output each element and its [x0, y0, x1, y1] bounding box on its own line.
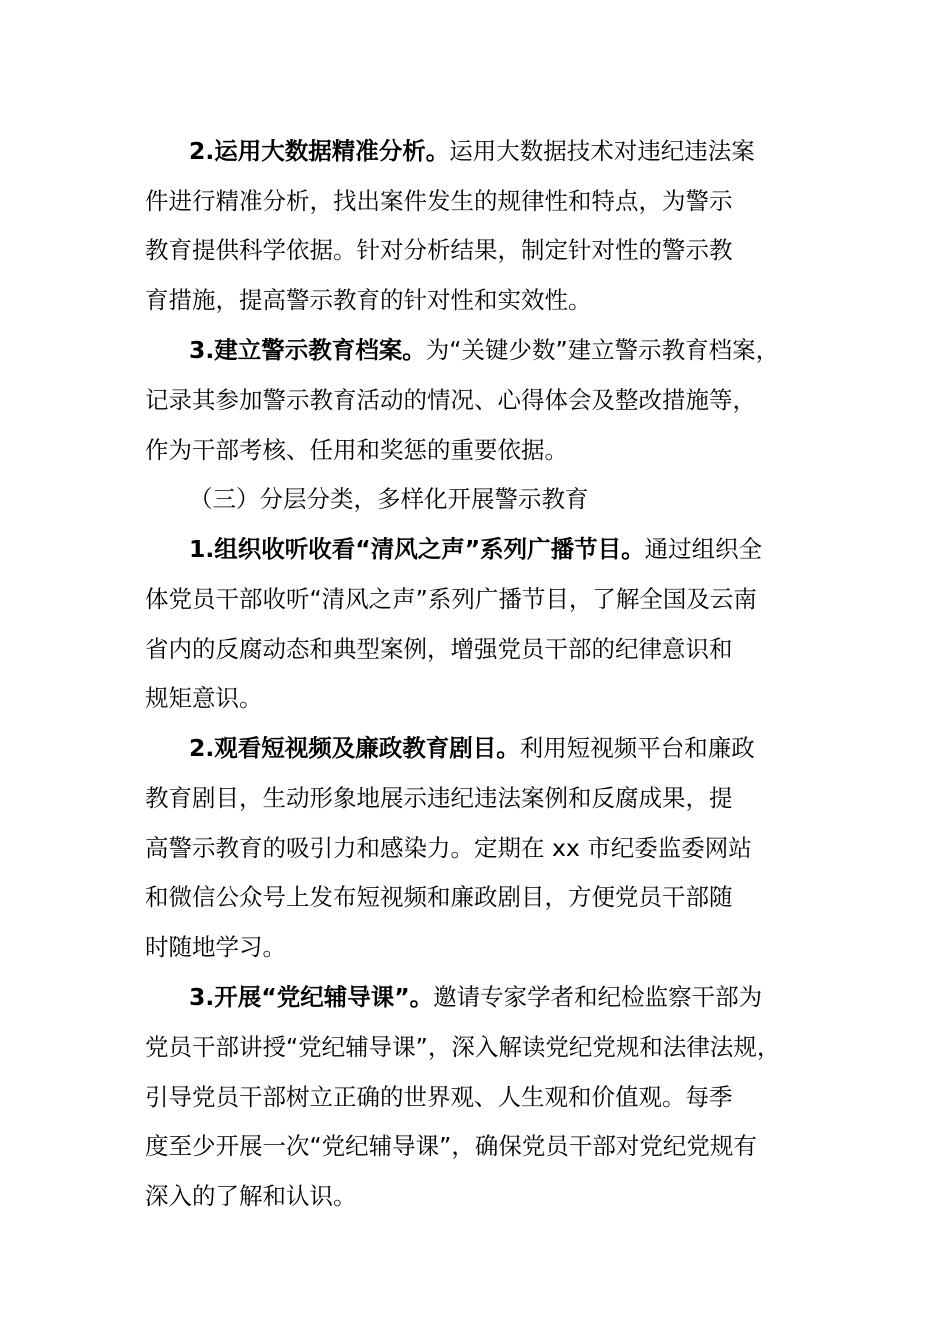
- paragraph-lead: 3.建立警示教育档案。: [189, 336, 426, 364]
- paragraph-line: 教育剧目，生动形象地展示违纪违法案例和反腐成果，提: [145, 784, 733, 812]
- paragraph-line: 规矩意识。: [145, 684, 263, 712]
- paragraph-text: 通过组织全: [644, 535, 763, 563]
- paragraph-line: [189, 982, 762, 1012]
- paragraph-line: 教育提供科学依据。针对分析结果，制定针对性的警示教: [145, 236, 733, 264]
- paragraph-lead: 3.开展“党纪辅导课”。: [189, 983, 434, 1011]
- paragraph-line: 度至少开展一次“党纪辅导课”，确保党员干部对党纪党规有: [145, 1132, 757, 1160]
- paragraph-line: 党员干部讲授“党纪辅导课”，深入解读党纪党规和法律法规，: [145, 1033, 781, 1061]
- paragraph-line: 和微信公众号上发布短视频和廉政剧目，方便党员干部随: [145, 883, 733, 911]
- paragraph-line: [189, 534, 762, 564]
- paragraph-lead: 2.运用大数据精准分析。: [189, 137, 450, 165]
- section-heading: （三）分层分类，多样化开展警示教育: [189, 485, 589, 513]
- paragraph-line: 时随地学习。: [145, 933, 286, 961]
- paragraph-line: 体党员干部收听“清风之声”系列广播节目，了解全国及云南: [145, 585, 757, 613]
- paragraph-line: 高警示教育的吸引力和感染力。定期在 xx 市纪委监委网站: [145, 834, 752, 862]
- paragraph-line: [189, 733, 755, 763]
- paragraph-text: 利用短视频平台和廉政: [519, 734, 755, 762]
- paragraph-line: 件进行精准分析，找出案件发生的规律性和特点，为警示: [145, 187, 733, 215]
- paragraph-line: 作为干部考核、任用和奖惩的重要依据。: [145, 436, 568, 464]
- paragraph-line: 记录其参加警示教育活动的情况、心得体会及整改措施等，: [145, 386, 756, 414]
- paragraph-line: 深入的了解和认识。: [145, 1182, 357, 1210]
- paragraph-text: 运用大数据技术对违纪违法案: [449, 137, 755, 165]
- paragraph-line: 育措施，提高警示教育的针对性和实效性。: [145, 286, 592, 314]
- paragraph-lead: 1.组织收听收看“清风之声”系列广播节目。: [189, 535, 645, 563]
- paragraph-line: 引导党员干部树立正确的世界观、人生观和价值观。每季: [145, 1083, 733, 1111]
- paragraph-lead: 2.观看短视频及廉政教育剧目。: [189, 734, 520, 762]
- paragraph-line: [189, 136, 755, 166]
- paragraph-line: [189, 335, 779, 365]
- paragraph-text: 为“关键少数”建立警示教育档案，: [425, 336, 780, 364]
- paragraph-line: 省内的反腐动态和典型案例，增强党员干部的纪律意识和: [145, 635, 733, 663]
- paragraph-text: 邀请专家学者和纪检监察干部为: [433, 983, 763, 1011]
